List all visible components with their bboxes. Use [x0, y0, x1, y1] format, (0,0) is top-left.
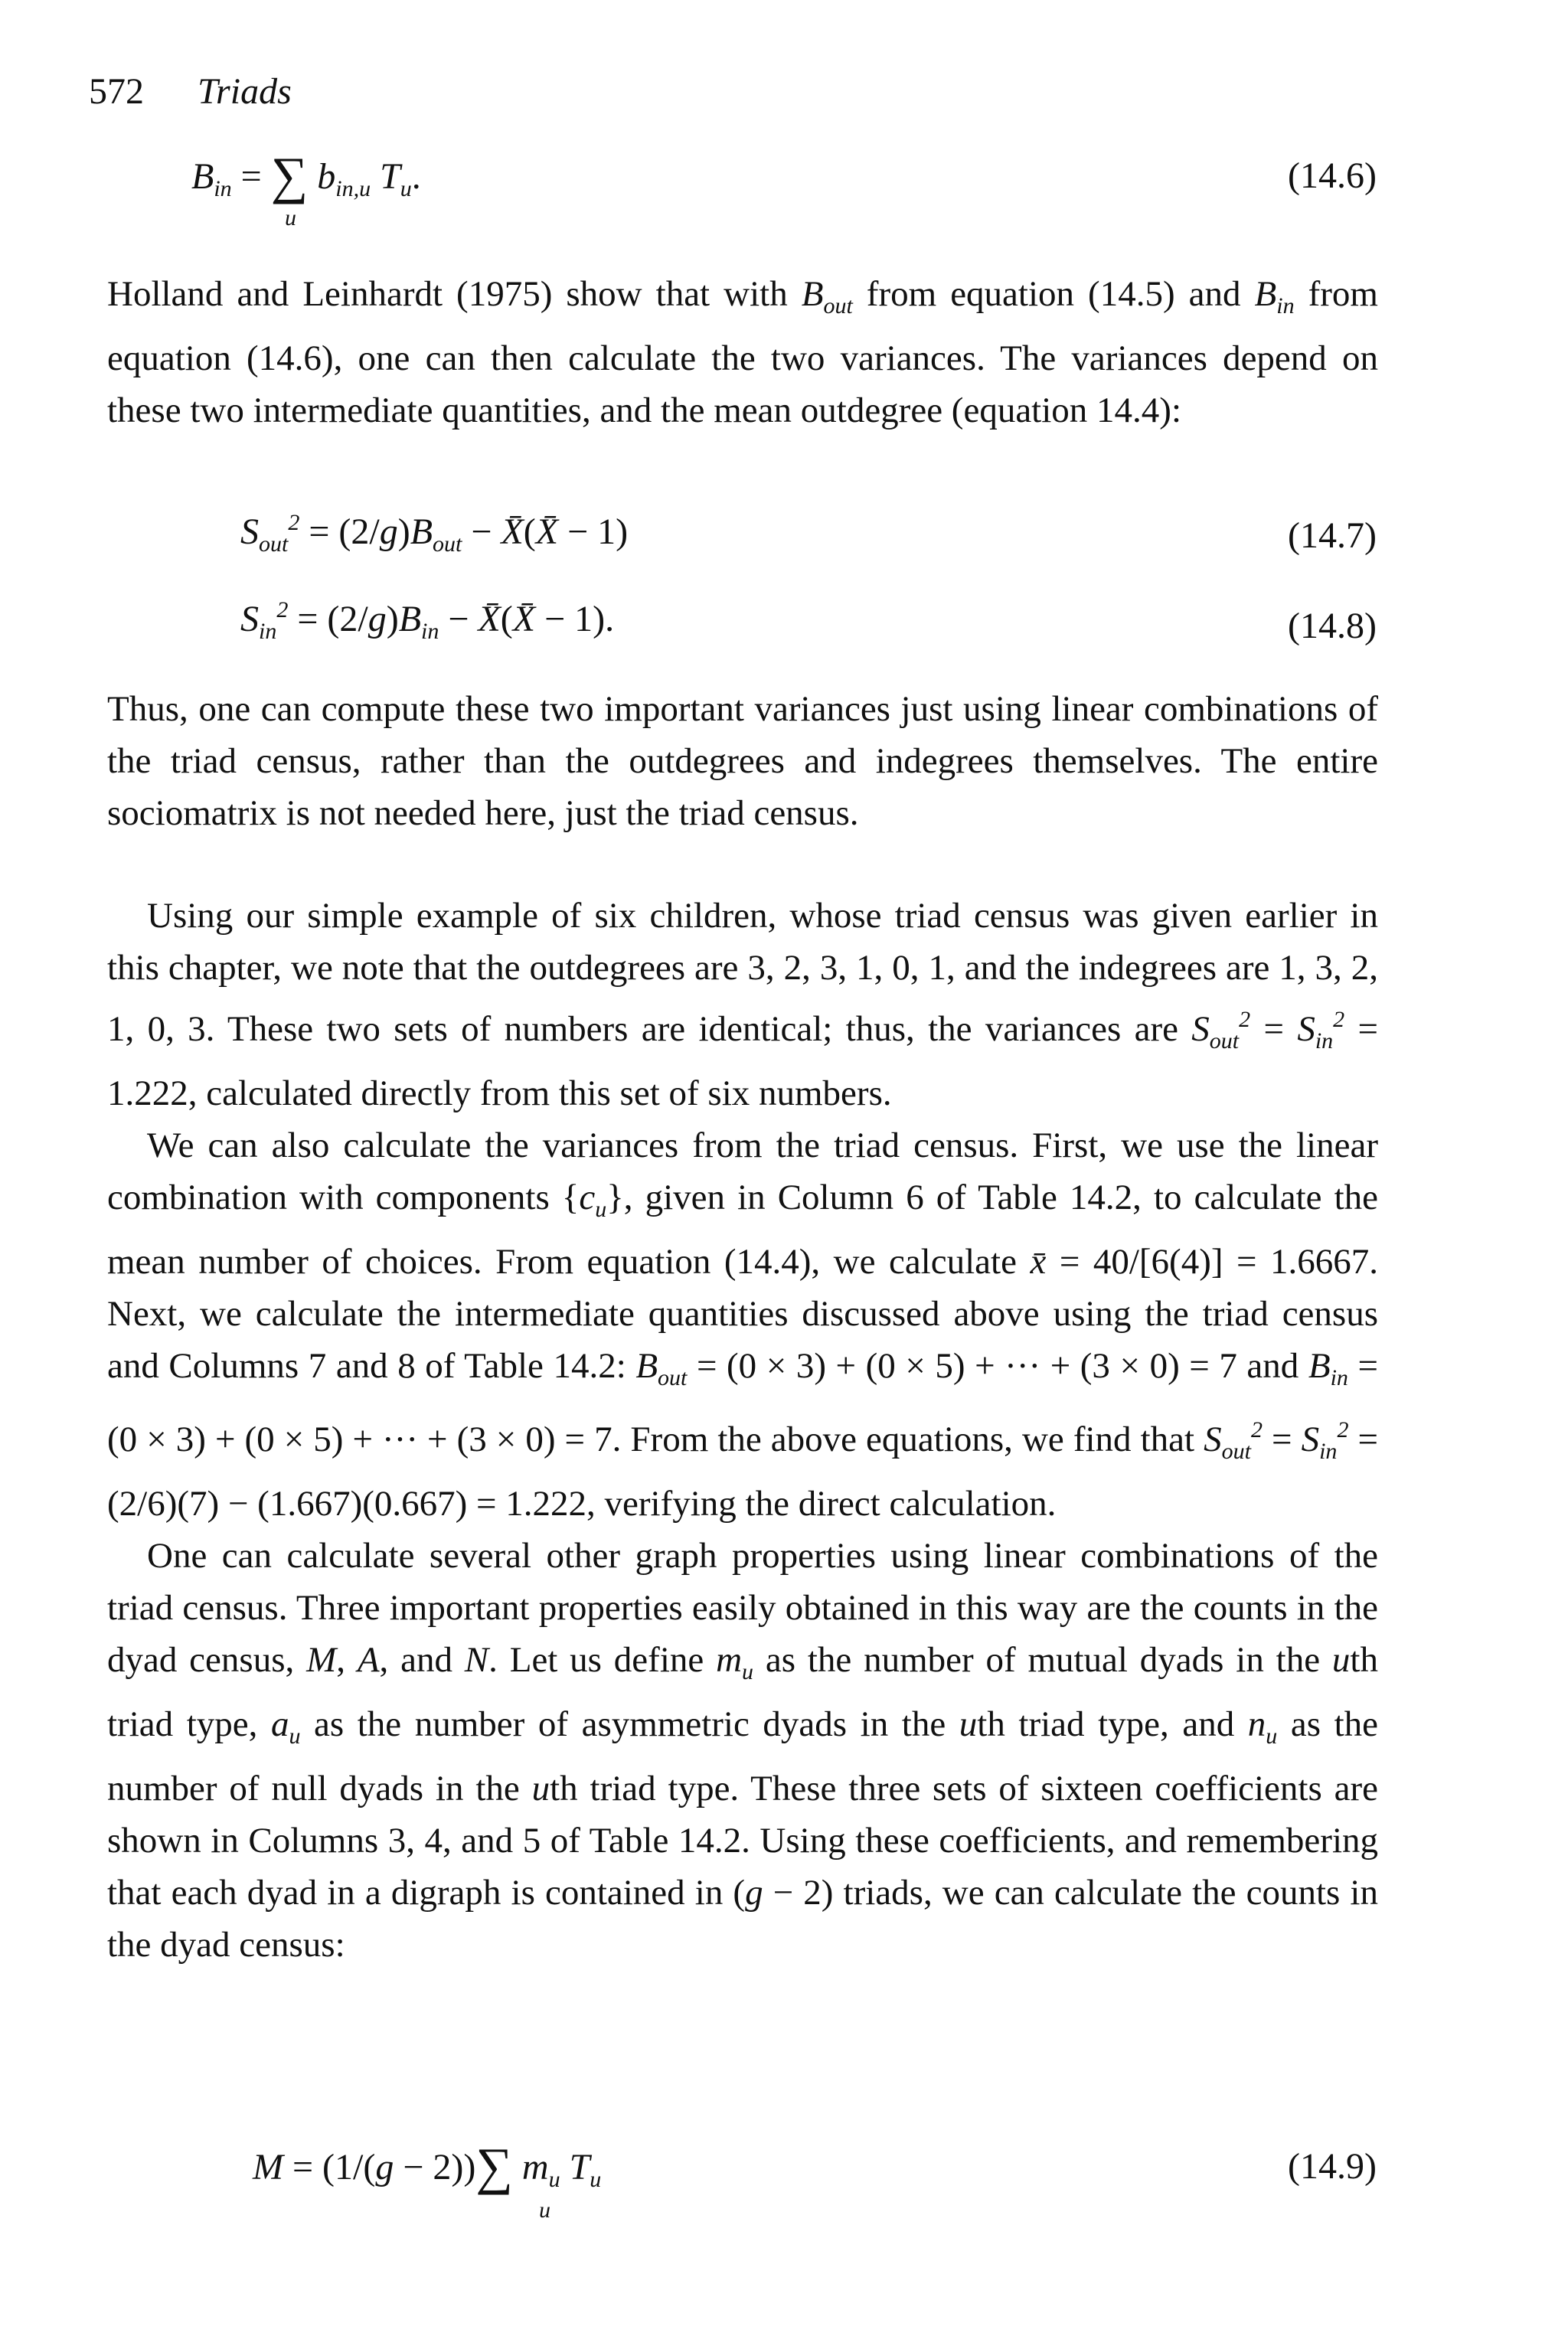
equation-14-6-sum-index: u [285, 205, 296, 230]
equation-14-7-number: (14.7) [1288, 515, 1377, 556]
equation-14-6: $B_{in}$ = ∑ $b_{in,u}$ $T_u$. [191, 146, 421, 204]
paragraph-5-text: One can calculate several other graph properties using linear combinations of the triad census. Three important properties easily obtained in this way are the counts in the dyad census, M, A, and N. Let us define $m_u$ as the number of mutual dyads in the uth triad type, $a_u$ as the number of asymmetric dyads in the uth triad type, and $n_u$ as the number of null dyads in the uth triad type. These three sets of sixteen coefficients are shown in Columns 3, 4, and 5 of Table 14.2. Using these coefficients, and remembering that each dyad in a digraph is contained in (g − 2) triads, we can calculate the counts in the dyad census: [107, 1536, 1378, 1965]
running-title: Triads [198, 71, 292, 112]
equation-14-8: $S_{in}^2 = (2/g)B_{in}$ − X̄(X̄ − 1). [240, 597, 615, 644]
page-number: 572 [89, 71, 144, 112]
equation-14-8-number: (14.8) [1288, 606, 1377, 646]
paragraph-2 [107, 683, 1378, 839]
equation-14-7: $S_{out}^2 = (2/g)B_{out}$ − X̄(X̄ − 1) [240, 510, 629, 557]
equation-14-9-number: (14.9) [1288, 2146, 1377, 2187]
paragraph-4-text: We can also calculate the variances from the triad census. First, we use the linear combination with components $\{c_u\}$, given in Column 6 of Table 14.2, to calculate the mean number of choices. From equation (14.4), we calculate x̄ = 40/[6(4)] = 1.6667. Next, we calculate the intermediate quantities discussed above using the triad census and Columns 7 and 8 of Table 14.2: $B_{out} = (0 \times 3) + (0 \times 5)$ + ··· + (3 × 0) = 7 and $B_{in} = (0 \times 3) + (0 \times 5)$ + ··· + (3 × 0) = 7. From the above equations, we find that $S_{out}^2 = S_{in}^2 = (2/6)(7) - (1.667)(0.667) = 1.222$, verifying the direct calculation. [107, 1126, 1379, 1524]
equation-14-6-number: (14.6) [1288, 155, 1377, 196]
paragraph-1-text: Holland and Leinhardt (1975) show that with $B_{out}$ from equation (14.5) and $B_{in}$ from equation (14.6), one can then calculate the two variances. The variances depend on these two intermediate quantities, and the mean outdegree (equation 14.4): [107, 274, 1378, 430]
equation-14-9-sum-index: u [539, 2197, 550, 2223]
running-header [89, 70, 292, 113]
paragraph-group [107, 890, 1378, 1971]
paragraph-1 [107, 268, 1378, 436]
paragraph-3-text: Using our simple example of six children, whose triad census was given earlier in this chapter, we note that the outdegrees are 3, 2, 3, 1, 0, 1, and the indegrees are 1, 3, 2, 1, 0, 3. These two sets of numbers are identical; thus, the variances are $S_{out}^2 = S_{in}^2 = 1.222$, calculated directly from this set of six numbers. [107, 896, 1378, 1113]
paragraph-2-text: Thus, one can compute these two important variances just using linear combinations of the triad census, rather than the outdegrees and indegrees themselves. The entire sociomatrix is not needed here, just the triad census. [107, 689, 1378, 833]
equation-14-9: M = (1/(g − 2))∑ $m_u$ $T_u$ [253, 2137, 602, 2195]
